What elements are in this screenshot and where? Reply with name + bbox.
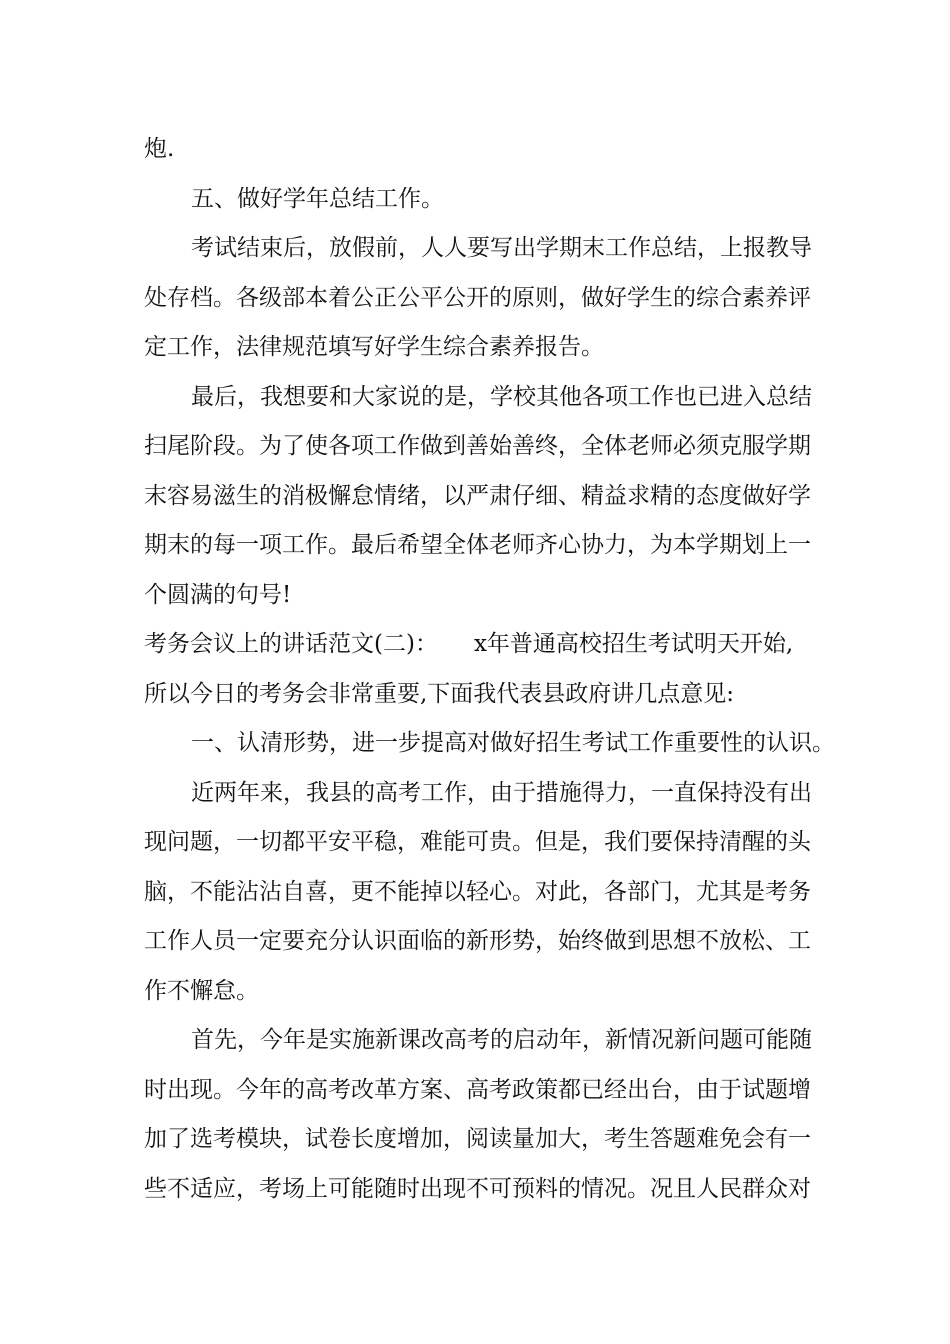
body-line: 定工作，法律规范填写好学生综合素养报告。 <box>144 334 604 360</box>
section-heading: 一、认清形势，进一步提高对做好招生考试工作重要性的认识。 <box>191 730 835 756</box>
body-line: 脑，不能沾沾自喜，更不能掉以轻心。对此，各部门，尤其是考务 <box>144 878 811 905</box>
body-line: 考试结束后，放假前，人人要写出学期末工作总结，上报教导 <box>191 235 812 261</box>
section-title: 考务会议上的讲话范文(二)： <box>144 631 438 657</box>
body-line: 首先，今年是实施新课改高考的启动年，新情况新问题可能随 <box>191 1027 812 1053</box>
body-line: 现问题，一切都平安平稳，难能可贵。但是，我们要保持清醒的头 <box>144 829 811 855</box>
body-line: 末容易滋生的消极懈怠情绪，以严肃仔细、精益求精的态度做好学 <box>144 482 811 509</box>
section-heading: 五、做好学年总结工作。 <box>191 185 444 212</box>
body-line: 工作人员一定要充分认识面临的新形势，始终做到思想不放松、工 <box>144 928 811 954</box>
body-line: 炮. <box>144 136 175 162</box>
section-title-line <box>144 620 814 670</box>
body-line: 加了选考模块，试卷长度增加，阅读量加大，考生答题难免会有一 <box>144 1126 811 1152</box>
body-line: 作不懈怠。 <box>144 977 259 1004</box>
body-line: 所以今日的考务会非常重要,下面我代表县政府讲几点意见: <box>144 680 735 707</box>
body-line: 最后，我想要和大家说的是，学校其他各项工作也已进入总结 <box>191 383 812 410</box>
document-body <box>144 125 835 1214</box>
body-line: 些不适应，考场上可能随时出现不可预料的情况。况且人民群众对 <box>144 1175 811 1202</box>
body-line: 时出现。今年的高考改革方案、高考政策都已经出台，由于试题增 <box>144 1076 811 1103</box>
body-line-inline: x年普通高校招生考试明天开始, <box>473 631 794 657</box>
body-line: 处存档。各级部本着公正公平公开的原则，做好学生的综合素养评 <box>144 284 811 311</box>
body-line: 近两年来，我县的高考工作，由于措施得力，一直保持没有出 <box>191 779 812 806</box>
body-line: 扫尾阶段。为了使各项工作做到善始善终，全体老师必须克服学期 <box>144 433 811 459</box>
body-line: 个圆满的句号! <box>144 581 292 608</box>
body-line: 期末的每一项工作。最后希望全体老师齐心协力，为本学期划上一 <box>144 532 811 558</box>
